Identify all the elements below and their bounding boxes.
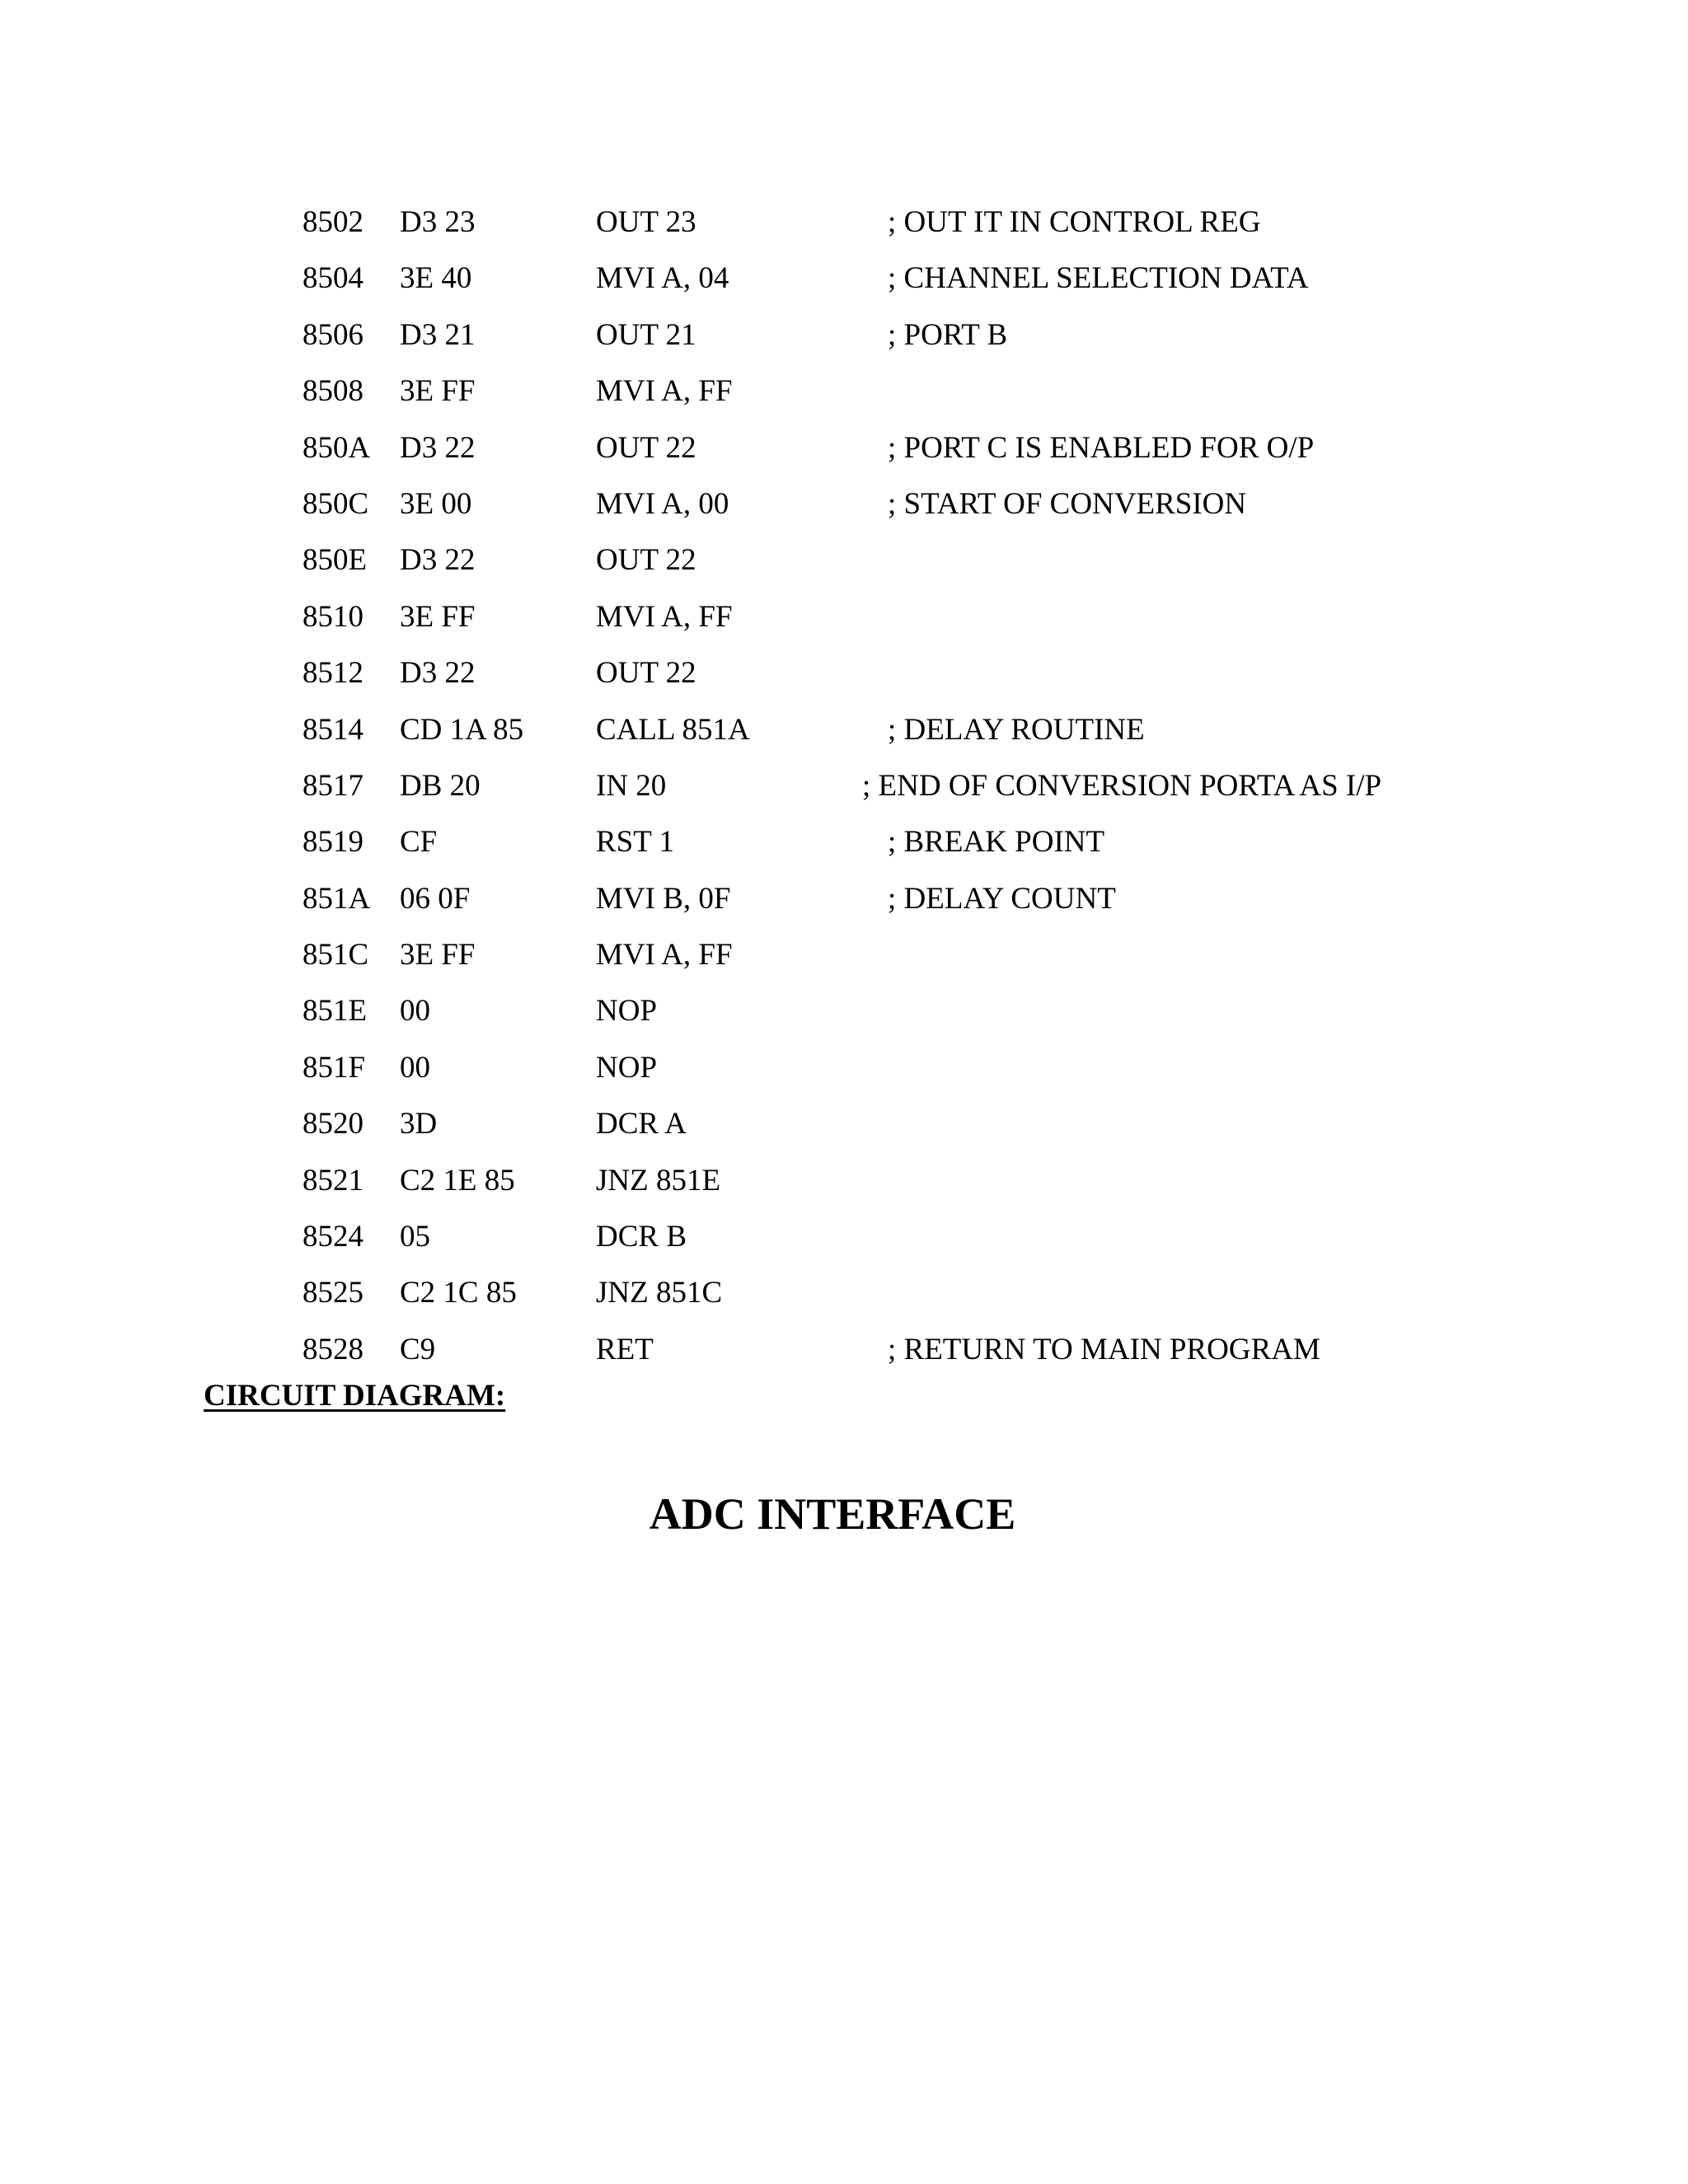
listing-row — [0, 420, 1688, 476]
comment: ; PORT B — [888, 317, 1008, 352]
opcode: 3E 00 — [400, 486, 472, 521]
mnemonic: OUT 21 — [596, 317, 696, 352]
address: 8525 — [302, 1276, 363, 1310]
listing-row — [0, 871, 1688, 927]
mnemonic: OUT 22 — [596, 543, 696, 578]
address: 850E — [302, 543, 368, 578]
opcode: D3 22 — [400, 543, 476, 578]
opcode: 3E 40 — [400, 261, 472, 296]
listing-row — [0, 1096, 1688, 1152]
address: 8519 — [302, 825, 363, 860]
comment: ; END OF CONVERSION PORTA AS I/P — [862, 768, 1382, 803]
opcode: 00 — [400, 1050, 430, 1085]
mnemonic: CALL 851A — [596, 712, 750, 747]
listing-row — [0, 645, 1688, 701]
address: 8504 — [302, 261, 363, 296]
listing-row — [0, 1322, 1688, 1378]
address: 8517 — [302, 768, 363, 803]
opcode: CD 1A 85 — [400, 712, 524, 747]
opcode: 05 — [400, 1220, 430, 1254]
listing-row — [0, 589, 1688, 645]
address: 8520 — [302, 1107, 363, 1141]
listing-row — [0, 251, 1688, 307]
listing-row — [0, 702, 1688, 758]
mnemonic: MVI A, 04 — [596, 261, 729, 296]
address: 8510 — [302, 599, 363, 634]
listing-row — [0, 532, 1688, 588]
address: 851A — [302, 881, 371, 916]
address: 8502 — [302, 205, 363, 239]
listing-row — [0, 758, 1688, 814]
opcode: D3 22 — [400, 430, 476, 465]
opcode: 3E FF — [400, 599, 476, 634]
comment: ; CHANNEL SELECTION DATA — [888, 261, 1309, 296]
mnemonic: MVI A, FF — [596, 938, 733, 972]
listing-row — [0, 927, 1688, 983]
listing-row — [0, 983, 1688, 1039]
opcode: C2 1E 85 — [400, 1163, 515, 1197]
comment: ; DELAY ROUTINE — [888, 712, 1145, 747]
mnemonic: OUT 23 — [596, 205, 696, 239]
mnemonic: RST 1 — [596, 825, 674, 860]
mnemonic: JNZ 851C — [596, 1276, 723, 1310]
mnemonic: DCR B — [596, 1220, 687, 1254]
opcode: DB 20 — [400, 768, 481, 803]
mnemonic: MVI A, FF — [596, 599, 733, 634]
address: 8528 — [302, 1332, 363, 1366]
mnemonic: OUT 22 — [596, 656, 696, 691]
mnemonic: NOP — [596, 1050, 658, 1085]
mnemonic: MVI A, 00 — [596, 486, 729, 521]
address: 850C — [302, 486, 369, 521]
mnemonic: IN 20 — [596, 768, 667, 803]
address: 8506 — [302, 317, 363, 352]
comment: ; START OF CONVERSION — [888, 486, 1247, 521]
mnemonic: OUT 22 — [596, 430, 696, 465]
listing-row — [0, 363, 1688, 419]
address: 851E — [302, 994, 368, 1029]
listing-row — [0, 194, 1688, 251]
mnemonic: RET — [596, 1332, 654, 1366]
circuit-diagram-heading: CIRCUIT DIAGRAM: — [204, 1379, 506, 1413]
mnemonic: MVI B, 0F — [596, 881, 731, 916]
opcode: 00 — [400, 994, 430, 1029]
opcode: D3 22 — [400, 656, 476, 691]
listing-row — [0, 307, 1688, 363]
opcode: 3D — [400, 1107, 438, 1141]
mnemonic: DCR A — [596, 1107, 687, 1141]
comment: ; RETURN TO MAIN PROGRAM — [888, 1332, 1320, 1366]
listing-row — [0, 1153, 1688, 1209]
program-listing — [0, 194, 1688, 1378]
listing-row — [0, 1209, 1688, 1265]
comment: ; BREAK POINT — [888, 825, 1105, 860]
opcode: 06 0F — [400, 881, 471, 916]
mnemonic: MVI A, FF — [596, 374, 733, 409]
diagram-title: ADC INTERFACE — [649, 1489, 1016, 1539]
opcode: C2 1C 85 — [400, 1276, 517, 1310]
address: 8521 — [302, 1163, 363, 1197]
mnemonic: NOP — [596, 994, 658, 1029]
comment: ; OUT IT IN CONTROL REG — [888, 205, 1261, 239]
address: 8514 — [302, 712, 363, 747]
listing-row — [0, 1265, 1688, 1321]
address: 8512 — [302, 656, 363, 691]
address: 850A — [302, 430, 371, 465]
listing-row — [0, 476, 1688, 532]
address: 8524 — [302, 1220, 363, 1254]
opcode: 3E FF — [400, 374, 476, 409]
address: 851F — [302, 1050, 366, 1085]
comment: ; PORT C IS ENABLED FOR O/P — [888, 430, 1315, 465]
address: 8508 — [302, 374, 363, 409]
opcode: CF — [400, 825, 438, 860]
opcode: D3 23 — [400, 205, 476, 239]
listing-row — [0, 814, 1688, 870]
address: 851C — [302, 938, 369, 972]
comment: ; DELAY COUNT — [888, 881, 1116, 916]
listing-row — [0, 1040, 1688, 1096]
mnemonic: JNZ 851E — [596, 1163, 721, 1197]
opcode: D3 21 — [400, 317, 476, 352]
opcode: C9 — [400, 1332, 436, 1366]
opcode: 3E FF — [400, 938, 476, 972]
